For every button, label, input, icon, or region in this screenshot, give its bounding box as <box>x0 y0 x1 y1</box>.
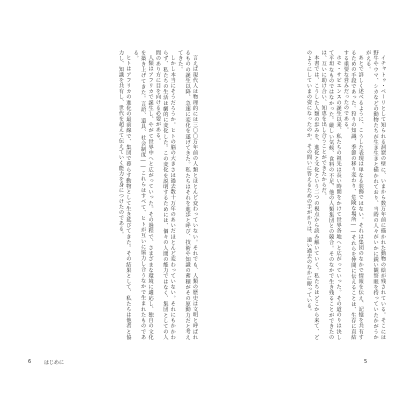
paragraph: 言えば現代人は物理的には三〇〇万年前の人類とほとんど変わっていない。それでも、人類の歴史は文明と呼ばれるものの誕生以降、急速に変化を遂げてきた。私たちはそれを進歩と呼び、技術や知識の蓄積がその原動力だと考えてきた。 <box>177 50 198 340</box>
paragraph: ヒトはアフリカの進化の最前線で、集団で暮らす動物として生き延びてきた。その結果として、私たちは他者と協力し、知識を共有し、世代を超えて伝えていく能力を身につけたのである。 <box>117 50 132 340</box>
right-page-text <box>214 50 386 340</box>
paragraph: ホモ・サピエンスの誕生以来、私たちの祖先は長い時間をかけて世界各地へと広がっていった。その道のりは決して平坦なものではなかった。厳しい気候、食料の不足、他の人類集団との競合。そのなかで生き残ることができたのは、互いに助け合い、知恵を出し合うことができたからだ。 <box>320 50 342 340</box>
left-page-number: 6 <box>28 359 32 365</box>
paragraph: しかし本当にそうだろうか。ヒトの脳の大きさは過去数十万年のあいだほとんど変わっていない。それにもかかわらず、私たちの生活は劇的に変化した。この変化を説明するためには、個々の人間の能力ではなく、集団としての人間のあり方に目を向ける必要がある。 <box>154 50 176 340</box>
left-page-text <box>26 50 198 340</box>
right-page <box>214 50 386 345</box>
paragraph: 人類はアフリカで誕生し、やがて世界中へと広がっていった。その過程で、さまざまな環境に適応し、独自の文化を築き上げてきた。言語、道具、社会制度――これらはすべて、ヒトが互いに協力し合うなかで生まれたものである。 <box>132 50 154 340</box>
running-head: はじめに <box>44 360 65 366</box>
left-page <box>26 50 198 345</box>
paragraph: イチャトゥ・ペーリとして知られる洞窟の壁に、いまから数万年前に描かれた動物の絵が残されている。そこには野牛やウマ、シカなどの動物たちが生き生きと描かれており、当時の人々がいかに鋭い観察眼を持っていたかがうかがえる。 <box>365 50 386 340</box>
right-page-number: 5 <box>364 359 368 365</box>
paragraph: 本書では、こうした人類の歩みを、進化と文化という二つの視点から読み解いていく。私たちはどこから来て、どのようにしていまの姿になったのか。その問いに答えるための手がかりは、遠い過去のなかに眠っている。 <box>305 50 320 340</box>
paragraph: あとで詳しく述べるように、こうした表現は単なる装飾ではない。それは集団のなかで情報を伝え、記憶を共有するための手段であった。狩りの知識、季節の移り変わり、危険な場所――それらを仲間に伝えることは、生存に直結する重要な営みだったのである。 <box>342 50 364 340</box>
